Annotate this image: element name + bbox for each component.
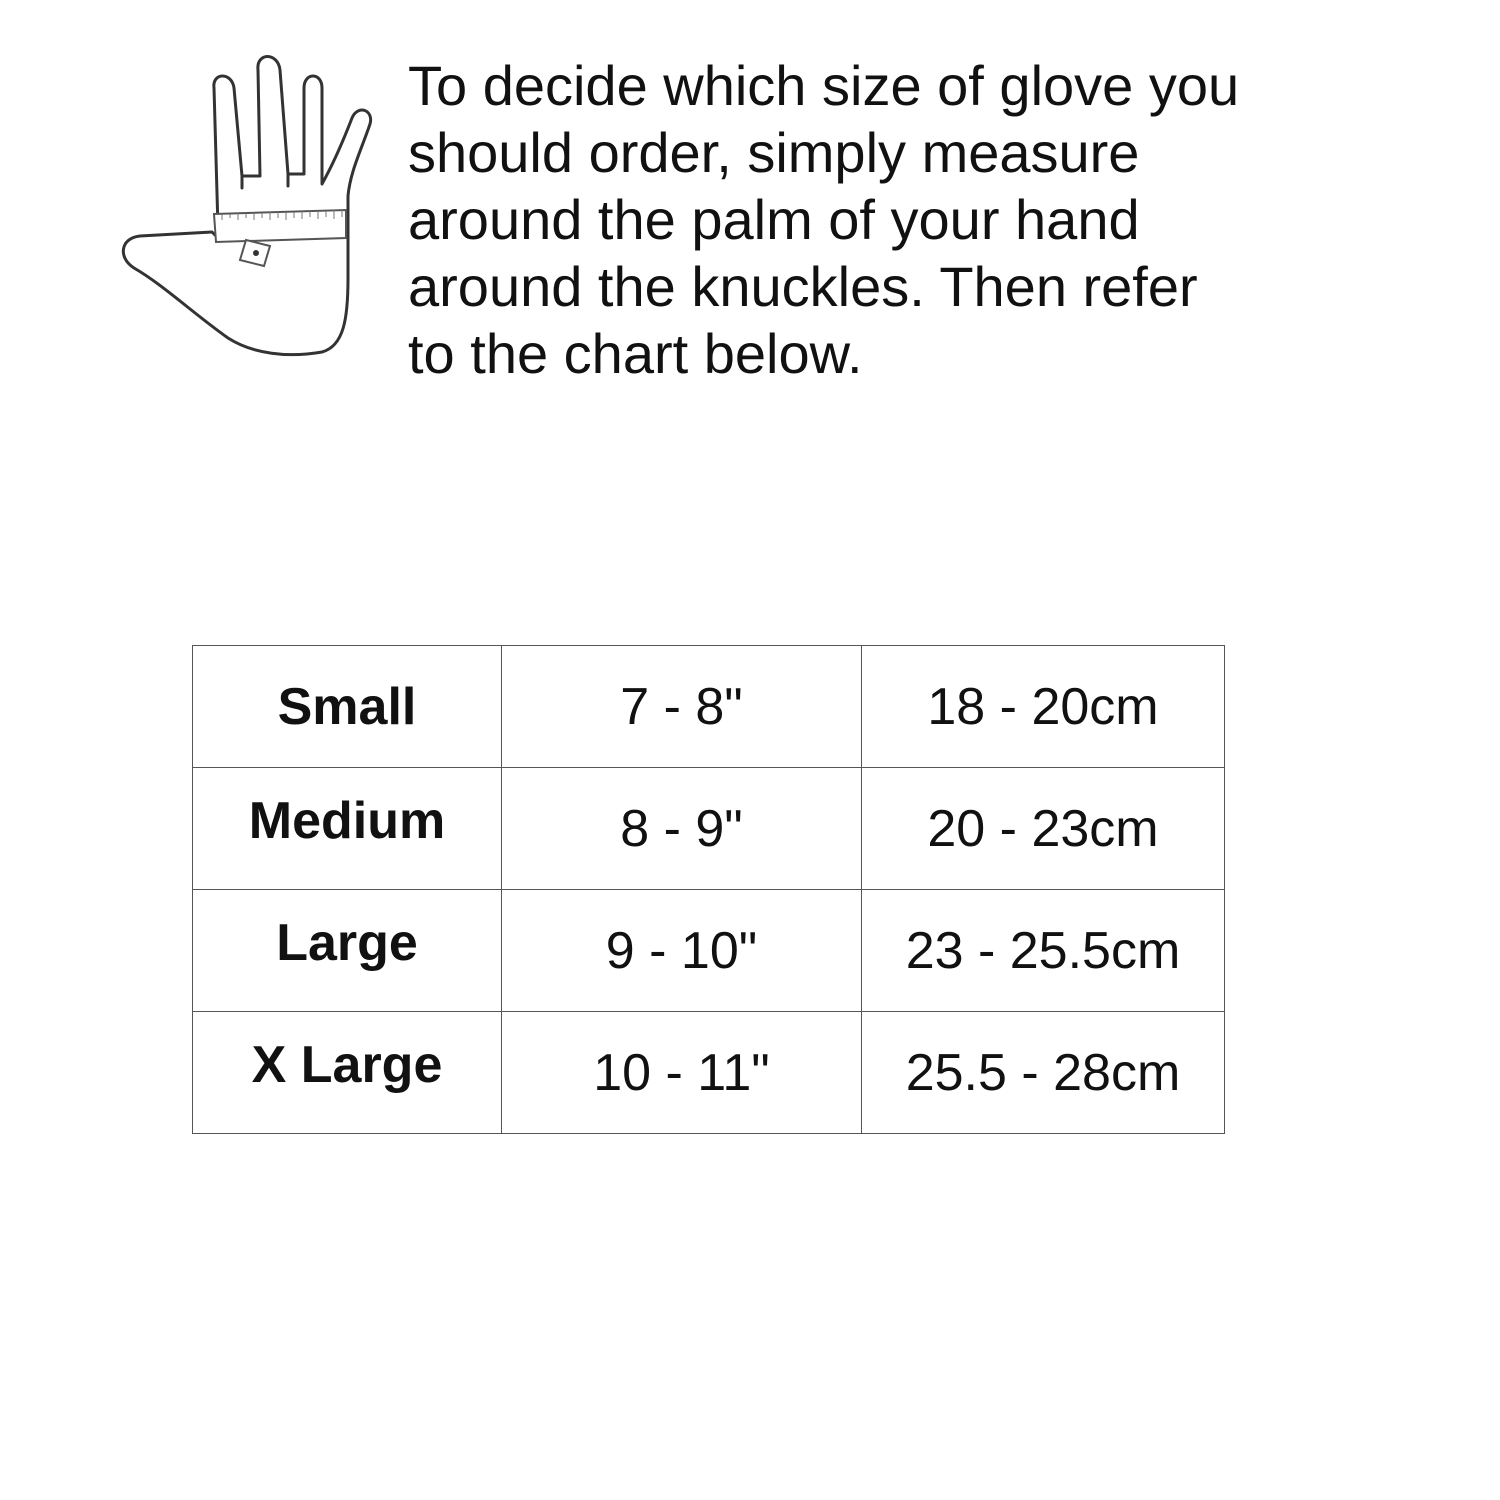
inches-cell: 10 - 11": [502, 1012, 862, 1134]
table-row: [193, 890, 1225, 1012]
size-label: Large: [276, 913, 418, 972]
cm-cell: 20 - 23cm: [862, 768, 1225, 890]
hand-measure-icon: [118, 48, 378, 368]
glove-size-table: [192, 645, 1225, 1134]
table-row: [193, 768, 1225, 890]
instructions-text: To decide which size of glove you should order, simply measure around the palm of your hand around the knuckles. Then refer to the chart below.: [408, 54, 1240, 385]
size-label: Medium: [248, 791, 446, 850]
cm-cell: 25.5 - 28cm: [862, 1012, 1225, 1134]
cm-cell: 18 - 20cm: [862, 646, 1225, 768]
size-label-cell: [193, 1012, 502, 1134]
size-label-cell: [193, 890, 502, 1012]
size-label: Small: [277, 677, 417, 736]
table-row: [193, 1012, 1225, 1134]
inches-cell: 9 - 10": [502, 890, 862, 1012]
inches-cell: 7 - 8": [502, 646, 862, 768]
cm-cell: 23 - 25.5cm: [862, 890, 1225, 1012]
size-label: X Large: [251, 1035, 443, 1094]
inches-cell: 8 - 9": [502, 768, 862, 890]
table-row: [193, 646, 1225, 768]
size-label-cell: [193, 646, 502, 768]
size-label-cell: [193, 768, 502, 890]
